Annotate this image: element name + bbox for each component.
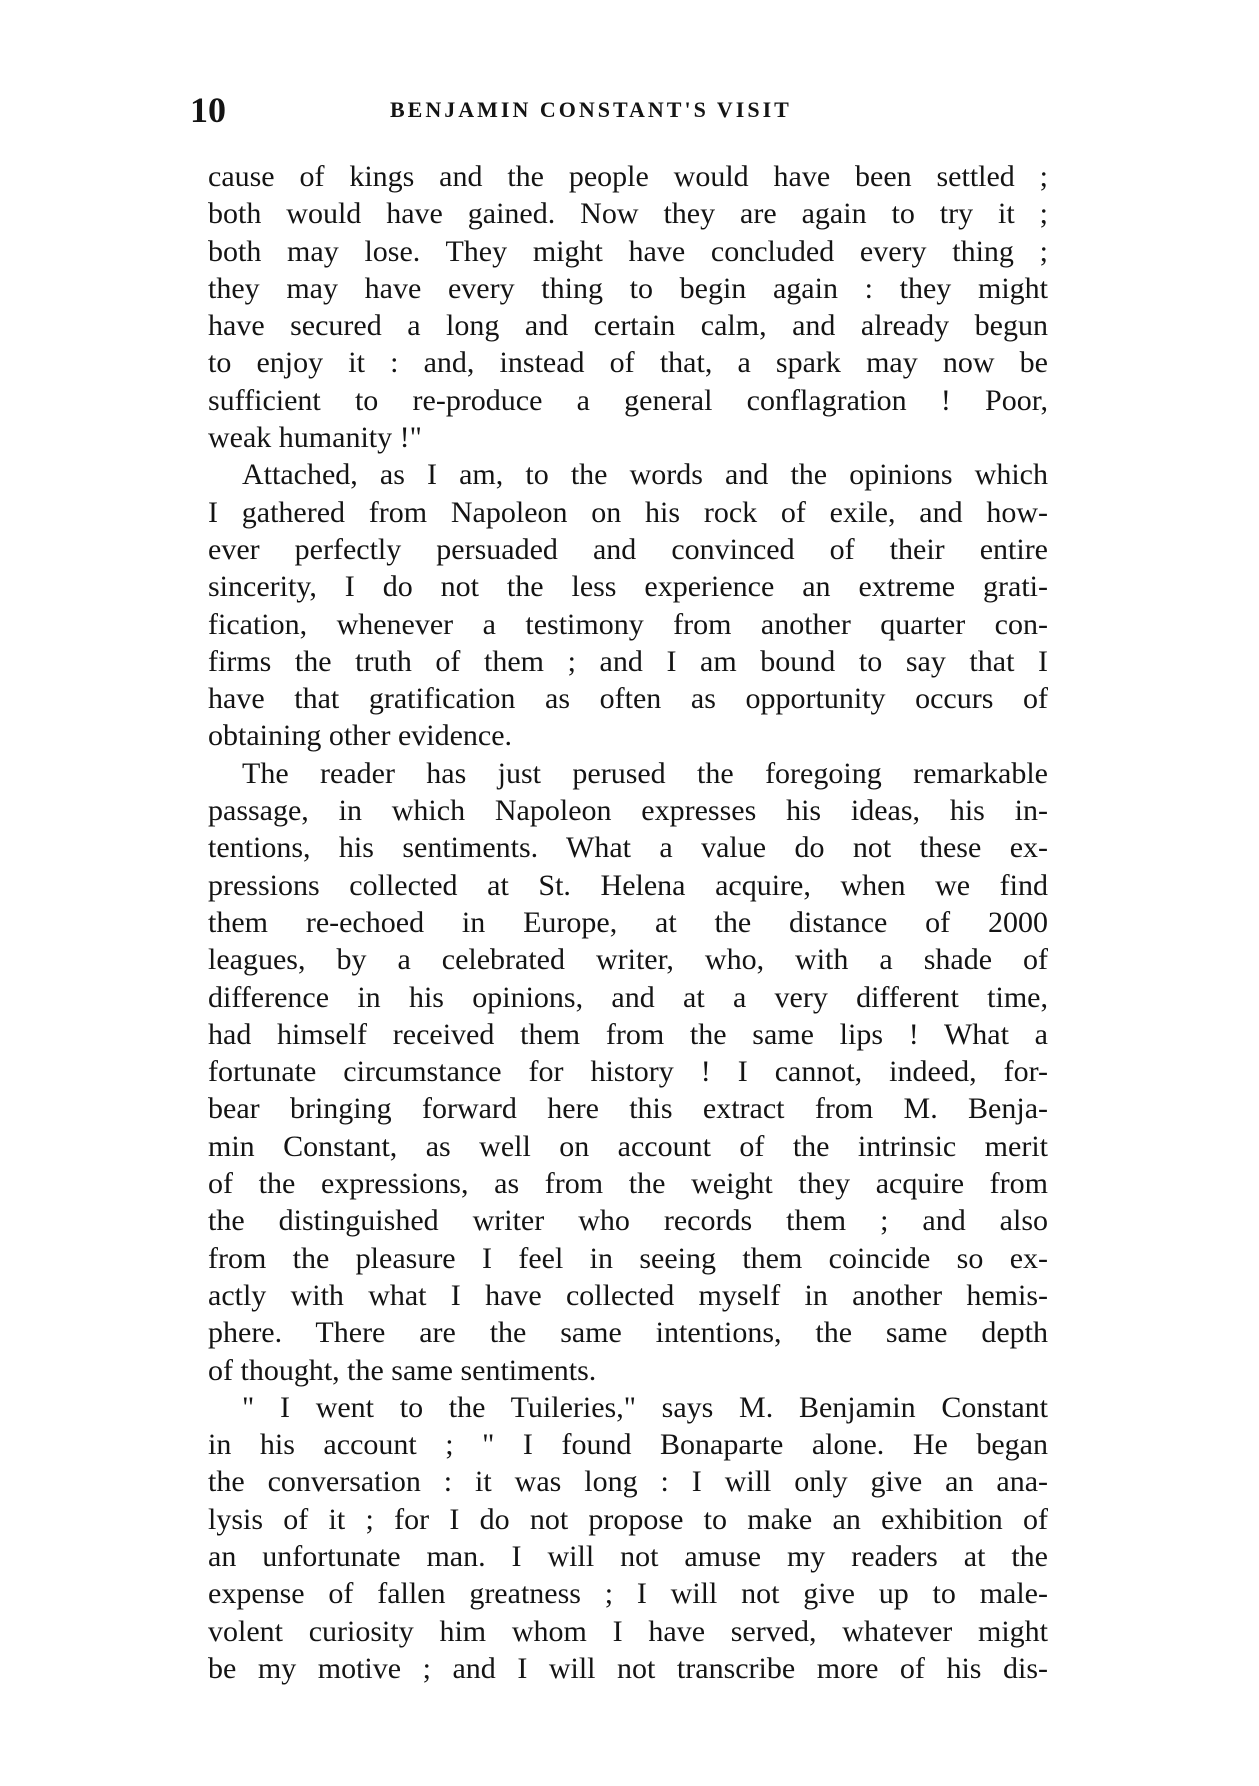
text-line: weak humanity !": [208, 421, 422, 455]
text-line: had himself received them from the same lips ! What a: [208, 1017, 1048, 1051]
text-line: of thought, the same sentiments.: [208, 1353, 597, 1387]
paragraph-start-line: " I went to the Tuileries," says M. Benjamin Constant: [242, 1390, 1048, 1424]
paragraph-start-line: Attached, as I am, to the words and the opinions which: [242, 458, 1048, 492]
text-line: fication, whenever a testimony from another quarter con-: [208, 607, 1048, 641]
body-text: [208, 158, 1048, 1687]
text-line: obtaining other evidence.: [208, 719, 513, 753]
text-line: be my motive ; and I will not transcribe more of his dis-: [208, 1651, 1048, 1685]
text-line: phere. There are the same intentions, the same depth: [208, 1316, 1048, 1350]
text-line: both may lose. They might have concluded every thing ;: [208, 234, 1048, 268]
text-line: volent curiosity him whom I have served, whatever might: [208, 1614, 1048, 1648]
text-line: the conversation : it was long : I will only give an ana-: [208, 1465, 1048, 1499]
text-line: firms the truth of them ; and I am bound to say that I: [208, 644, 1048, 678]
text-line: from the pleasure I feel in seeing them coincide so ex-: [208, 1241, 1048, 1275]
text-line: of the expressions, as from the weight they acquire from: [208, 1167, 1048, 1201]
text-line: both would have gained. Now they are again to try it ;: [208, 197, 1048, 231]
text-line: lysis of it ; for I do not propose to make an exhibition of: [208, 1502, 1048, 1536]
text-line: cause of kings and the people would have been settled ;: [208, 160, 1048, 193]
text-line: min Constant, as well on account of the intrinsic merit: [208, 1129, 1048, 1163]
text-line: an unfortunate man. I will not amuse my readers at the: [208, 1539, 1048, 1573]
paragraph-start-line: The reader has just perused the foregoing remarkable: [242, 756, 1048, 790]
text-line: they may have every thing to begin again : they might: [208, 271, 1048, 305]
text-line: them re-echoed in Europe, at the distance of 2000: [208, 905, 1048, 939]
running-head: BENJAMIN CONSTANT'S VISIT: [390, 97, 792, 122]
page-header: [190, 88, 1060, 132]
text-line: difference in his opinions, and at a very different time,: [208, 980, 1048, 1014]
text-line: have that gratification as often as opportunity occurs of: [208, 682, 1048, 716]
text-line: in his account ; " I found Bonaparte alone. He began: [208, 1428, 1048, 1462]
page-number: 10: [190, 90, 226, 130]
text-line: ever perfectly persuaded and convinced of their entire: [208, 532, 1048, 566]
text-line: actly with what I have collected myself in another hemis-: [208, 1278, 1048, 1312]
text-line: have secured a long and certain calm, and already begun: [208, 309, 1048, 343]
text-line: tentions, his sentiments. What a value do not these ex-: [208, 831, 1048, 865]
text-line: the distinguished writer who records them ; and also: [208, 1204, 1048, 1238]
text-line: leagues, by a celebrated writer, who, with a shade of: [208, 943, 1048, 977]
text-line: I gathered from Napoleon on his rock of exile, and how-: [208, 495, 1048, 529]
text-line: pressions collected at St. Helena acquire, when we find: [208, 868, 1048, 902]
text-line: sincerity, I do not the less experience an extreme grati-: [208, 570, 1048, 604]
text-line: fortunate circumstance for history ! I cannot, indeed, for-: [208, 1055, 1048, 1089]
text-line: passage, in which Napoleon expresses his ideas, his in-: [208, 794, 1048, 828]
text-line: to enjoy it : and, instead of that, a spark may now be: [208, 346, 1048, 380]
text-line: bear bringing forward here this extract from M. Benja-: [208, 1092, 1048, 1126]
text-line: expense of fallen greatness ; I will not give up to male-: [208, 1577, 1048, 1611]
text-line: sufficient to re-produce a general conflagration ! Poor,: [208, 383, 1048, 417]
